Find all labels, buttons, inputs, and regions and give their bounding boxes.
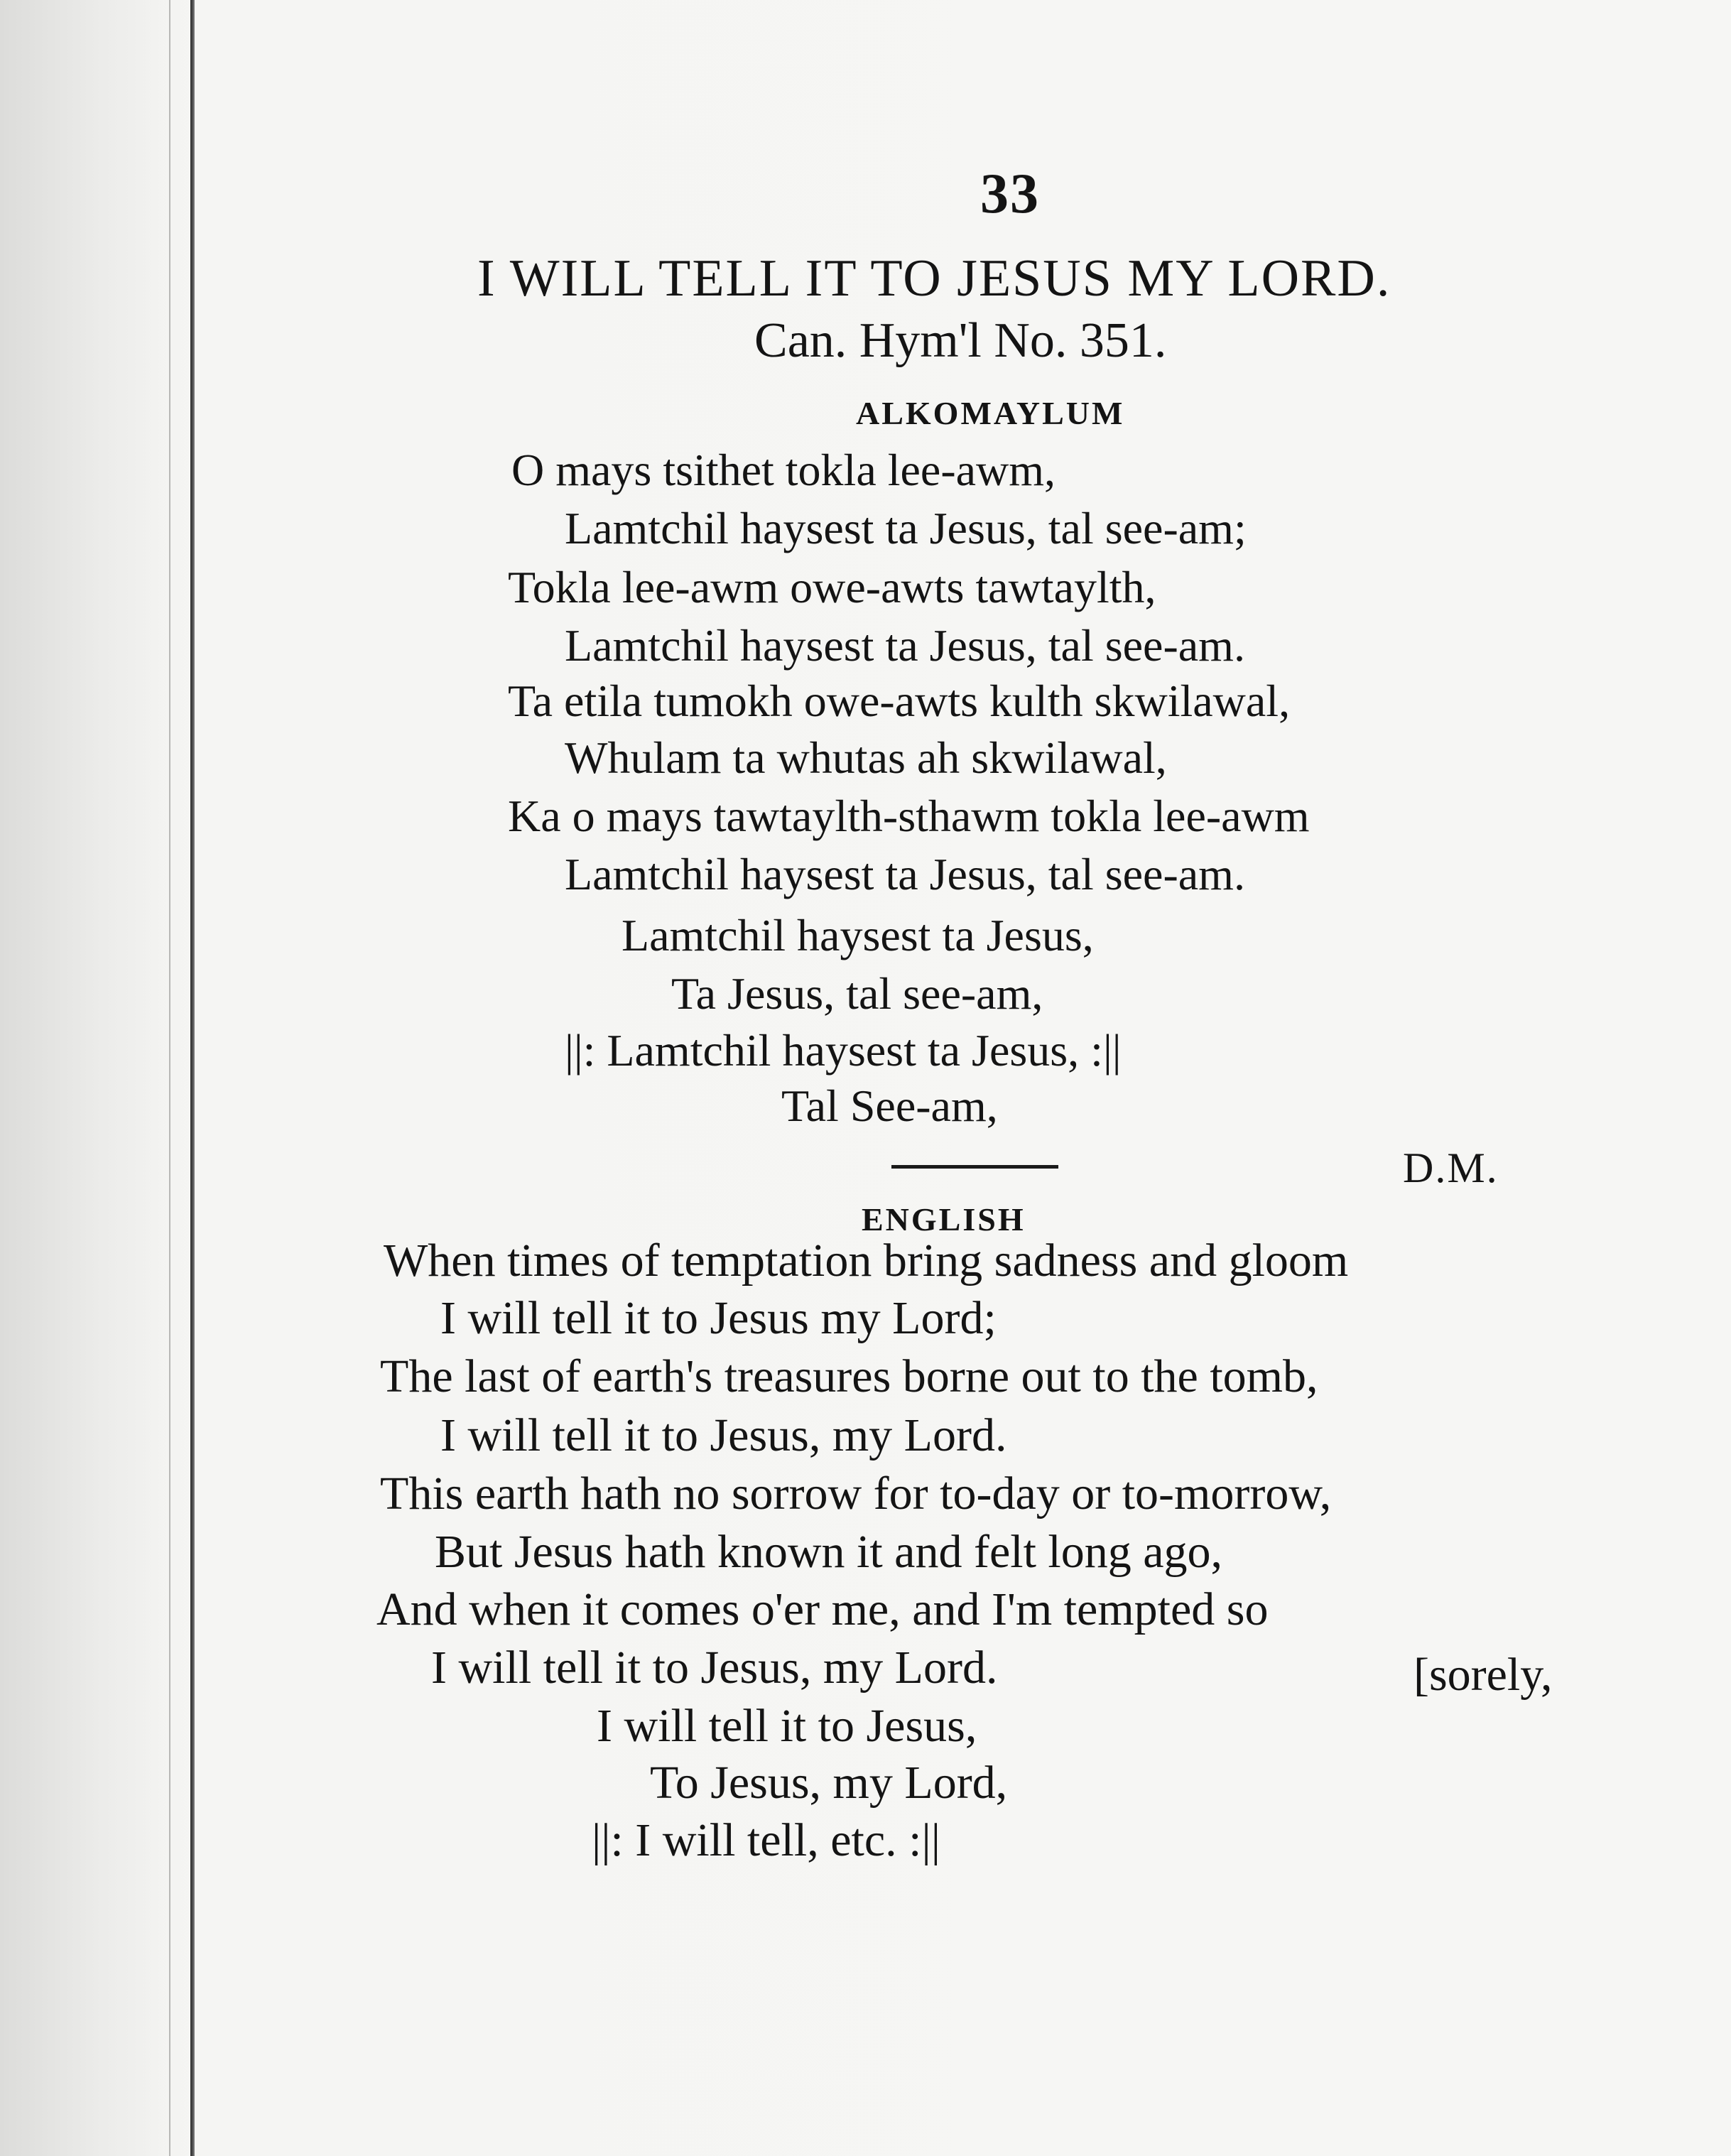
verse-line: Tokla lee-awm owe-awts tawtaylth, bbox=[508, 562, 1156, 612]
page-number: 33 bbox=[980, 163, 1040, 225]
chorus-line: ||: I will tell, etc. :|| bbox=[592, 1814, 940, 1866]
section-divider bbox=[891, 1165, 1058, 1169]
verse-line: Lamtchil haysest ta Jesus, tal see-am. bbox=[565, 849, 1245, 899]
verse-line-overflow: [sorely, bbox=[1413, 1649, 1553, 1701]
verse-line: Lamtchil haysest ta Jesus, tal see-am. bbox=[565, 620, 1245, 671]
chorus-line: I will tell it to Jesus, bbox=[597, 1700, 977, 1752]
verse-line: And when it comes o'er me, and I'm tempted so bbox=[376, 1583, 1269, 1635]
verse-line: The last of earth's treasures borne out to the tomb, bbox=[380, 1350, 1318, 1402]
hymn-title: I WILL TELL IT TO JESUS MY LORD. bbox=[477, 249, 1391, 308]
page-edge-line bbox=[169, 0, 170, 2156]
chorus-line: To Jesus, my Lord, bbox=[650, 1757, 1008, 1809]
left-page-shadow bbox=[0, 0, 170, 2156]
verse-line: But Jesus hath known it and felt long ago, bbox=[435, 1526, 1223, 1578]
verse-line: I will tell it to Jesus my Lord; bbox=[440, 1292, 997, 1344]
section-heading-alkomaylum: ALKOMAYLUM bbox=[856, 395, 1125, 431]
verse-line: This earth hath no sorrow for to-day or to-morrow, bbox=[380, 1468, 1332, 1520]
chorus-line: Ta Jesus, tal see-am, bbox=[671, 968, 1043, 1019]
verse-line: I will tell it to Jesus, my Lord. bbox=[440, 1409, 1007, 1461]
section-heading-english: ENGLISH bbox=[862, 1201, 1026, 1237]
verse-line: Ka o mays tawtaylth-sthawm tokla lee-awm bbox=[508, 791, 1310, 841]
chorus-line: Lamtchil haysest ta Jesus, bbox=[622, 910, 1094, 960]
attribution: D.M. bbox=[1403, 1144, 1499, 1191]
verse-line: I will tell it to Jesus, my Lord. bbox=[431, 1642, 998, 1694]
hymn-reference: Can. Hym'l No. 351. bbox=[754, 313, 1167, 368]
verse-line: When times of temptation bring sadness and gloom bbox=[384, 1235, 1349, 1286]
book-gutter bbox=[190, 0, 195, 2156]
verse-line: Whulam ta whutas ah skwilawal, bbox=[565, 732, 1167, 783]
chorus-line: Tal See-am, bbox=[781, 1080, 998, 1131]
verse-line: O mays tsithet tokla lee-awm, bbox=[511, 445, 1056, 495]
chorus-line: ||: Lamtchil haysest ta Jesus, :|| bbox=[565, 1025, 1122, 1076]
verse-line: Lamtchil haysest ta Jesus, tal see-am; bbox=[565, 503, 1247, 553]
verse-line: Ta etila tumokh owe-awts kulth skwilawal, bbox=[508, 676, 1291, 726]
